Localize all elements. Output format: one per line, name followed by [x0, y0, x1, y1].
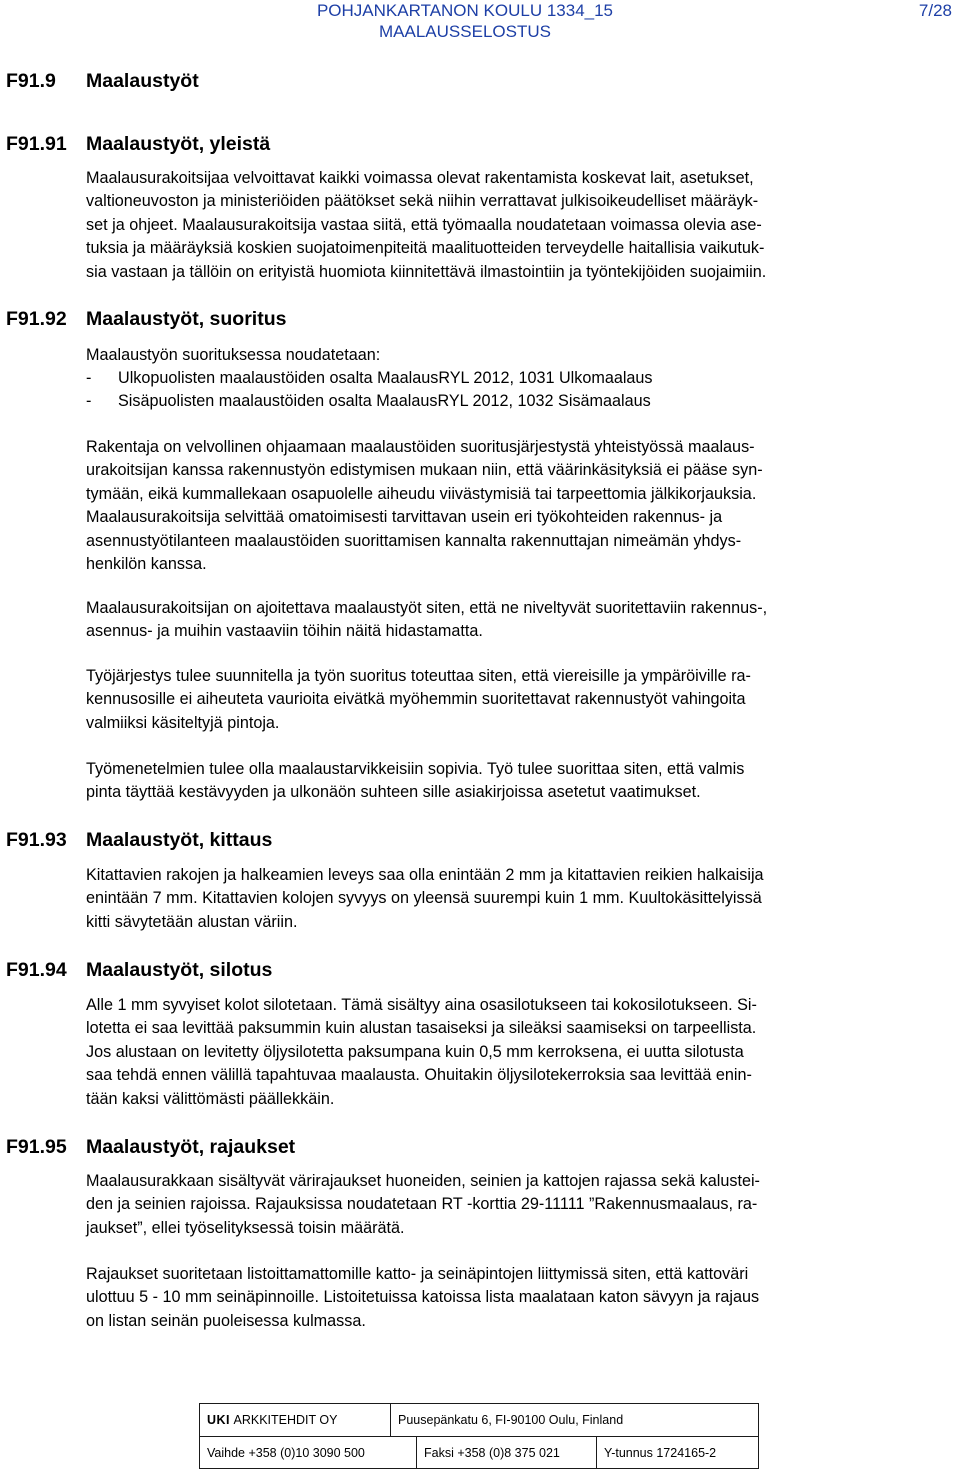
paragraph-general — [86, 167, 766, 284]
footer-row-company — [200, 1404, 758, 1437]
text-line: Jos alustaan on levitetty öljysilotetta paksumpana kuin 0,5 mm kerroksena, ei uutta silotusta — [86, 1042, 744, 1061]
project-title: POHJANKARTANON KOULU 1334_15 — [316, 1, 614, 20]
text-line: Kitattavien rakojen ja halkeamien leveys saa olla enintään 2 mm ja kitattavien reikien halkaisija — [86, 866, 764, 884]
text-line: tymään, eikä kummallekaan osapuolelle aiheudu viivästymisiä tai tarpeettomia jälkikorjauksia. — [86, 484, 757, 503]
text-line: asennus- ja muihin vastaaviin töihin näitä hidastamatta. — [86, 622, 483, 641]
company-phone: Vaihde +358 (0)10 3090 500 — [207, 1446, 365, 1460]
list-item: - Ulkopuolisten maalaustöiden osalta MaalausRYL 2012, 1031 Ulkomaalaus — [86, 367, 653, 390]
text-line: urakoitsijan kanssa rakennustyön edistymisen mukaan niin, että väärinkäsityksiä ei pääse syn- — [86, 461, 763, 480]
text-line: kennusosille ei aiheuteta vaurioita eivätkä myöhemmin suoritettavat rakennustyöt vahingoita — [86, 690, 746, 709]
text-line: on listan seinän puoleisessa kulmassa. — [86, 1311, 366, 1330]
section-heading-f91-93 — [6, 828, 272, 852]
paragraph-execution-4 — [86, 758, 744, 805]
bullet-dash: - — [86, 369, 92, 387]
section-number: F91.91 — [6, 133, 67, 155]
company-footer — [199, 1403, 759, 1469]
execution-intro — [86, 344, 380, 367]
text-line: lotetta ei saa levittää paksummin kuin alustan tasaiseksi ja sileäksi saamiseksi on tarpeellista. — [86, 1019, 757, 1038]
text-line: pinta täyttää kestävyyden ja ulkonäön suhteen sille asiakirjoissa asetetut vaatimukset. — [86, 783, 701, 802]
page-number: 7/28 — [918, 1, 952, 20]
section-heading-f91-9 — [6, 69, 199, 93]
text-line: set ja ohjeet. Maalausurakoitsija vastaa siitä, että työmaalla noudatetaan voimassa olevia ase- — [86, 215, 762, 234]
section-title: Maalaustyöt, kittaus — [86, 829, 273, 851]
paragraph-execution-3 — [86, 665, 751, 735]
company-name — [200, 1404, 390, 1436]
paragraph-edging-2 — [86, 1263, 759, 1333]
section-number: F91.93 — [6, 829, 67, 851]
section-heading-f91-94 — [6, 958, 272, 982]
paragraph-filling — [86, 994, 757, 1111]
text-line: Työjärjestys tulee suunnitella ja työn suoritus toteuttaa siten, että viereisille ja ympäröiville ra- — [86, 667, 751, 685]
section-title: Maalaustyöt, yleistä — [86, 133, 271, 155]
footer-row-contacts — [200, 1437, 758, 1469]
text-line: tuksia ja määräyksiä koskien suojatoimenpiteitä maalituotteiden terveydelle haitallisia vaikutuk- — [86, 239, 765, 258]
text-line: Rakentaja on velvollinen ohjaamaan maalaustöiden suoritusjärjestystä yhteistyössä maalaus- — [86, 438, 755, 456]
section-number: F91.95 — [6, 1136, 67, 1158]
paragraph-execution-1 — [86, 436, 763, 576]
section-heading-f91-92 — [6, 307, 286, 331]
text-line: den ja seinien rajoissa. Rajauksissa noudatetaan RT -korttia 29-11111 ”Rakennusmaalaus, ra- — [86, 1195, 758, 1214]
text-line: Maalausurakkaan sisältyvät värirajaukset huoneiden, seinien ja kattojen rajassa sekä kalustei- — [86, 1172, 760, 1190]
section-title: Maalaustyöt — [86, 70, 199, 92]
intro-line: Maalaustyön suorituksessa noudatetaan: — [86, 346, 381, 364]
text-line: kitti sävytetään alustan väriin. — [86, 912, 298, 931]
text-line: Työmenetelmien tulee olla maalaustarvikkeisiin sopivia. Työ tulee suorittaa siten, että valmis — [86, 760, 745, 778]
section-title: Maalaustyöt, suoritus — [86, 308, 287, 330]
section-title: Maalaustyöt, silotus — [86, 959, 273, 981]
list-item: - Sisäpuolisten maalaustöiden osalta MaalausRYL 2012, 1032 Sisämaalaus — [86, 390, 653, 413]
text-line: Alle 1 mm syvyiset kolot silotetaan. Tämä sisältyy aina osasilotukseen tai kokosilotukseen. Si- — [86, 996, 757, 1014]
text-line: ulottuu 5 - 10 mm seinäpinnoille. Listoitetuissa katoissa lista maalataan katon sävyyn ja rajaus — [86, 1288, 760, 1307]
text-line: Maalausurakoitsijaa velvoittavat kaikki voimassa olevat rakentamista koskevat lait, asetukset, — [86, 169, 754, 187]
text-line: saa tehdä ennen välillä tapahtuvaa maalausta. Ohuitakin öljysilotekerroksia saa levittää enin- — [86, 1066, 752, 1085]
section-heading-f91-95 — [6, 1135, 295, 1159]
text-line: valtioneuvoston ja ministeriöiden päätökset sekä niihin verrattavat julkisoikeudelliset määräyk- — [86, 192, 759, 211]
company-logo: UKI — [207, 1413, 231, 1427]
text-line: henkilön kanssa. — [86, 555, 207, 574]
text-line: tään kaksi välittömästi päällekkäin. — [86, 1089, 335, 1108]
company-name-text: ARKKITEHDIT OY — [233, 1413, 338, 1427]
text-line: jaukset”, ellei työselityksessä toisin määrätä. — [86, 1218, 405, 1237]
text-line: Maalausurakoitsijan on ajoitettava maalaustyöt siten, että ne niveltyvät suoritettaviin rakennus-, — [86, 599, 768, 617]
section-heading-f91-91 — [6, 132, 270, 156]
text-line: Rajaukset suoritetaan listoittamattomille katto- ja seinäpintojen liittymissä siten, että kattoväri — [86, 1265, 749, 1283]
document-type: MAALAUSSELOSTUS — [379, 22, 551, 41]
company-business-id: Y-tunnus 1724165-2 — [596, 1437, 758, 1469]
execution-list — [86, 367, 653, 414]
company-address: Puusepänkatu 6, FI-90100 Oulu, Finland — [390, 1404, 758, 1436]
bullet-dash: - — [86, 392, 92, 411]
document-header — [275, 0, 655, 42]
section-number: F91.9 — [6, 70, 56, 92]
paragraph-edging-1 — [86, 1170, 760, 1240]
company-fax: Faksi +358 (0)8 375 021 — [416, 1437, 596, 1469]
paragraph-puttying — [86, 864, 764, 934]
text-line: sia vastaan ja tällöin on erityistä huomiota kiinnitettävä ilmastointiin ja työntekijöiden suojaimiin. — [86, 262, 767, 281]
section-title: Maalaustyöt, rajaukset — [86, 1136, 296, 1158]
text-line: enintään 7 mm. Kitattavien kolojen syvyys on yleensä suurempi kuin 1 mm. Kuultokäsittelyissä — [86, 889, 762, 908]
paragraph-execution-2 — [86, 597, 767, 644]
text-line: Maalausurakoitsija selvittää omatoimisesti tarvittavan usein eri työkohteiden rakennus- ja — [86, 508, 723, 527]
text-line: valmiiksi käsiteltyjä pintoja. — [86, 713, 280, 732]
text-line: asennustyötilanteen maalaustöiden suorittamisen kannalta rakennuttajan nimeämän yhdys- — [86, 531, 742, 550]
section-number: F91.94 — [6, 959, 67, 981]
section-number: F91.92 — [6, 308, 67, 330]
